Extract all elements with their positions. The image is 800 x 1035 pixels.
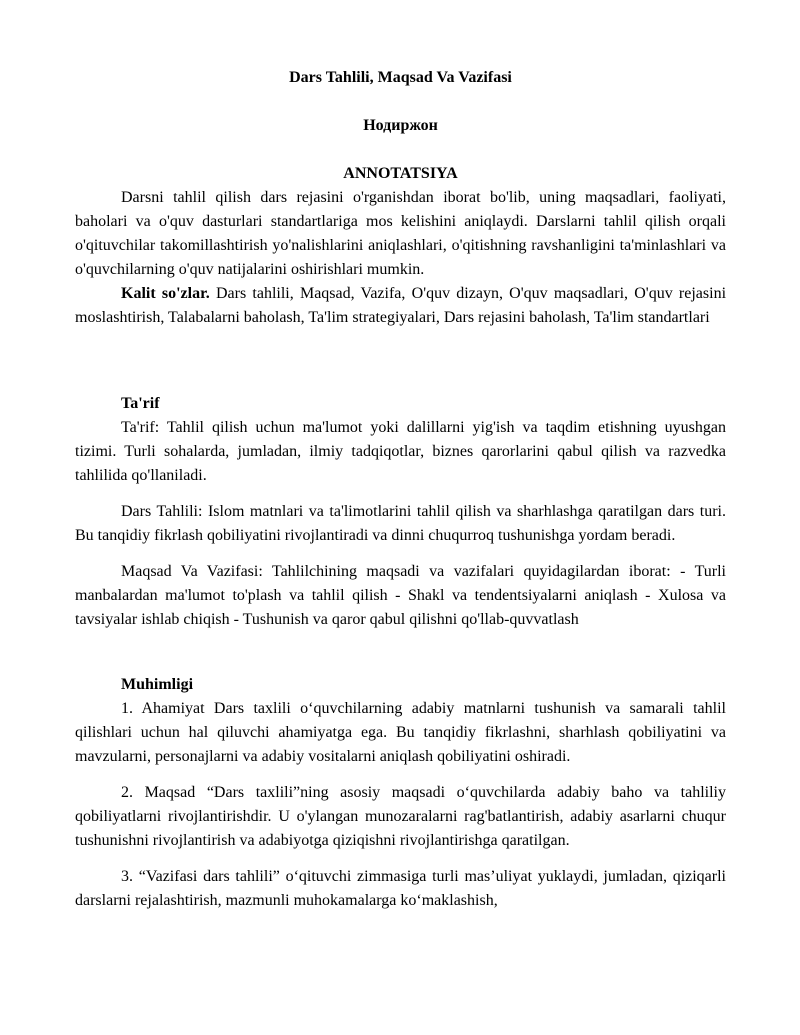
dars-tahlili-paragraph: Dars Tahlili: Islom matnlari va ta'limotlarini tahlil qilish va sharhlashga qaratilgan dars turi. Bu tanqidiy fikrlash qobiliyatini rivojlantiradi va dinni chuqurroq tushunishga yordam beradi. <box>75 503 726 544</box>
author-name: Нодиржон <box>363 117 438 134</box>
tarif-heading: Ta'rif <box>121 395 160 412</box>
tarif-paragraph: Ta'rif: Tahlil qilish uchun ma'lumot yoki dalillarni yig'ish va taqdim etishning uyushgan tizimi. Turli sohalarda, jumladan, ilmiy tadqiqotlar, biznes qarorlarini qabul qilish va razvedka tahlilida qo'llaniladi. <box>75 419 726 484</box>
keywords-paragraph <box>75 282 726 330</box>
vazifasi-paragraph: 3. “Vazifasi dars tahlili” o‘qituvchi zimmasiga turli mas’uliyat yuklaydi, jumladan, qiziqarli darslarni rejalashtirish, mazmunli muhokamalarga ko‘maklashish, <box>75 868 726 909</box>
document-page <box>75 0 726 913</box>
muhimligi-heading: Muhimligi <box>121 676 194 693</box>
maqsad-vazifasi-paragraph: Maqsad Va Vazifasi: Tahlilchining maqsadi va vazifalari quyidagilardan iborat: - Turli manbalardan ma'lumot to'plash va tahlil qilish - Shakl va tendentsiyalarni aniqlash - Xulosa va tavsiyalar ishlab chiqish - Tushunish va qaror qabul qilishni qo'llab-quvvatlash <box>75 563 726 628</box>
document-title: Dars Tahlili, Maqsad Va Vazifasi <box>289 69 512 86</box>
maqsad-paragraph: 2. Maqsad “Dars taxlili”ning asosiy maqsadi o‘quvchilarda adabiy baho va tahliliy qobiliyatlarni rivojlantirishdir. U o'ylangan munozaralarni rag'batlantirish, adabiy asarlarni chuqur tushunishni rivojlantirish va adabiyotga qiziqishni rivojlantirishga qaratilgan. <box>75 784 726 849</box>
keywords-text: Dars tahlili, Maqsad, Vazifa, O'quv dizayn, O'quv maqsadlari, O'quv rejasini moslashtirish, Talabalarni baholash, Ta'lim strategiyalari, Dars rejasini baholash, Ta'lim standartlari <box>75 285 727 326</box>
annotation-heading: ANNOTATSIYA <box>343 165 458 182</box>
annotation-paragraph: Darsni tahlil qilish dars rejasini o'rganishdan iborat bo'lib, uning maqsadlari, faoliyati, baholari va o'quv dasturlari standartlariga mos kelishini aniqlaydi. Darslarni tahlil qilish orqali o'qituvchilar takomillashtirish yo'nalishlarini aniqlashlari, o'qitishning ravshanligini ta'minlashlari va o'quvchilarning o'quv natijalarini oshirishlari mumkin. <box>75 189 726 278</box>
ahamiyat-paragraph: 1. Ahamiyat Dars taxlili o‘quvchilarning adabiy matnlarni tushunish va samarali tahlil qilishlari uchun hal qiluvchi ahamiyatga ega. Bu tanqidiy fikrlashni, sharhlash qobiliyatini va mavzularni, personajlarni va adabiy vositalarni aniqlash qobiliyatini oshiradi. <box>75 700 726 765</box>
keywords-label: Kalit so'zlar. <box>121 285 210 302</box>
